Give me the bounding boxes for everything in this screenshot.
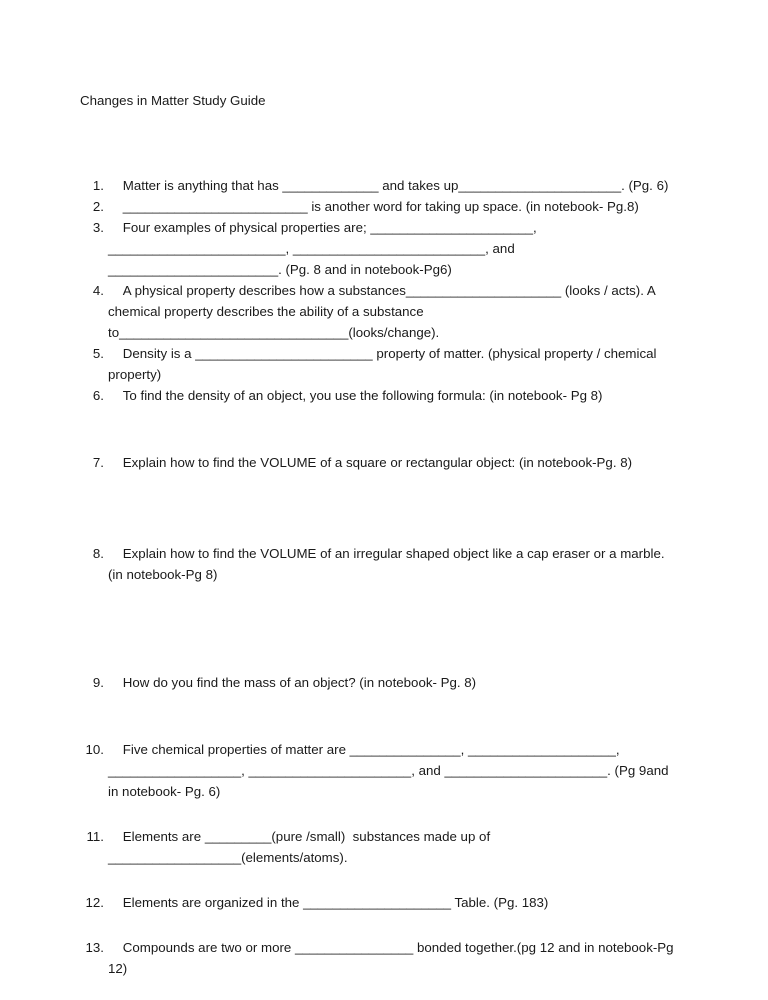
- question-number: 1.: [92, 178, 104, 193]
- question-text: Explain how to find the VOLUME of a square or rectangular object: (in notebook-Pg. 8): [122, 455, 633, 470]
- question-number: 6.: [92, 388, 104, 403]
- question-number: 9.: [92, 675, 104, 690]
- question-text: A physical property describes how a substances_____________________ (looks / acts). A chemical property describes the ability of a substance to_______________________________(looks/change).: [108, 283, 656, 340]
- question-8: [92, 522, 678, 606]
- question-text: Density is a ________________________ property of matter. (physical property / chemical property): [108, 346, 661, 382]
- question-6: [92, 364, 678, 427]
- page-title: Changes in Matter Study Guide: [80, 93, 266, 108]
- question-number: 8.: [92, 546, 104, 561]
- question-text: _________________________ is another word for taking up space. (in notebook- Pg.8): [122, 199, 639, 214]
- question-number: 2.: [92, 199, 104, 214]
- question-number: 3.: [92, 220, 104, 235]
- question-text: Matter is anything that has _____________ and takes up______________________. (Pg. 6): [122, 178, 669, 193]
- question-number: 12.: [85, 895, 104, 910]
- question-13: [85, 916, 678, 1000]
- question-number: 11.: [86, 829, 104, 844]
- question-number: 7.: [92, 455, 104, 470]
- question-7: [92, 431, 678, 494]
- question-number: 4.: [92, 283, 104, 298]
- question-text: Elements are _________(pure /small) substances made up of __________________(elements/atoms).: [108, 829, 491, 865]
- question-text: Four examples of physical properties are; ______________________, ________________________, __________________________, and _______________________. (Pg. 8 and in notebook-Pg6): [108, 220, 537, 277]
- question-number: 5.: [92, 346, 104, 361]
- question-number: 10.: [85, 742, 104, 757]
- question-text: To find the density of an object, you use the following formula: (in notebook- Pg 8): [122, 388, 603, 403]
- question-text: How do you find the mass of an object? (in notebook- Pg. 8): [122, 675, 477, 690]
- question-text: Five chemical properties of matter are _______________, ____________________, __________________, ______________________, and ______________________. (Pg 9and in notebook- Pg. 6): [108, 742, 669, 799]
- question-text: Elements are organized in the ____________________ Table. (Pg. 183): [122, 895, 549, 910]
- question-text: Explain how to find the VOLUME of an irregular shaped object like a cap eraser or a marble. (in notebook-Pg 8): [108, 546, 669, 582]
- question-text: Compounds are two or more ________________ bonded together.(pg 12 and in notebook-Pg 12): [108, 940, 678, 976]
- question-9: [92, 651, 678, 714]
- question-number: 13.: [85, 940, 104, 955]
